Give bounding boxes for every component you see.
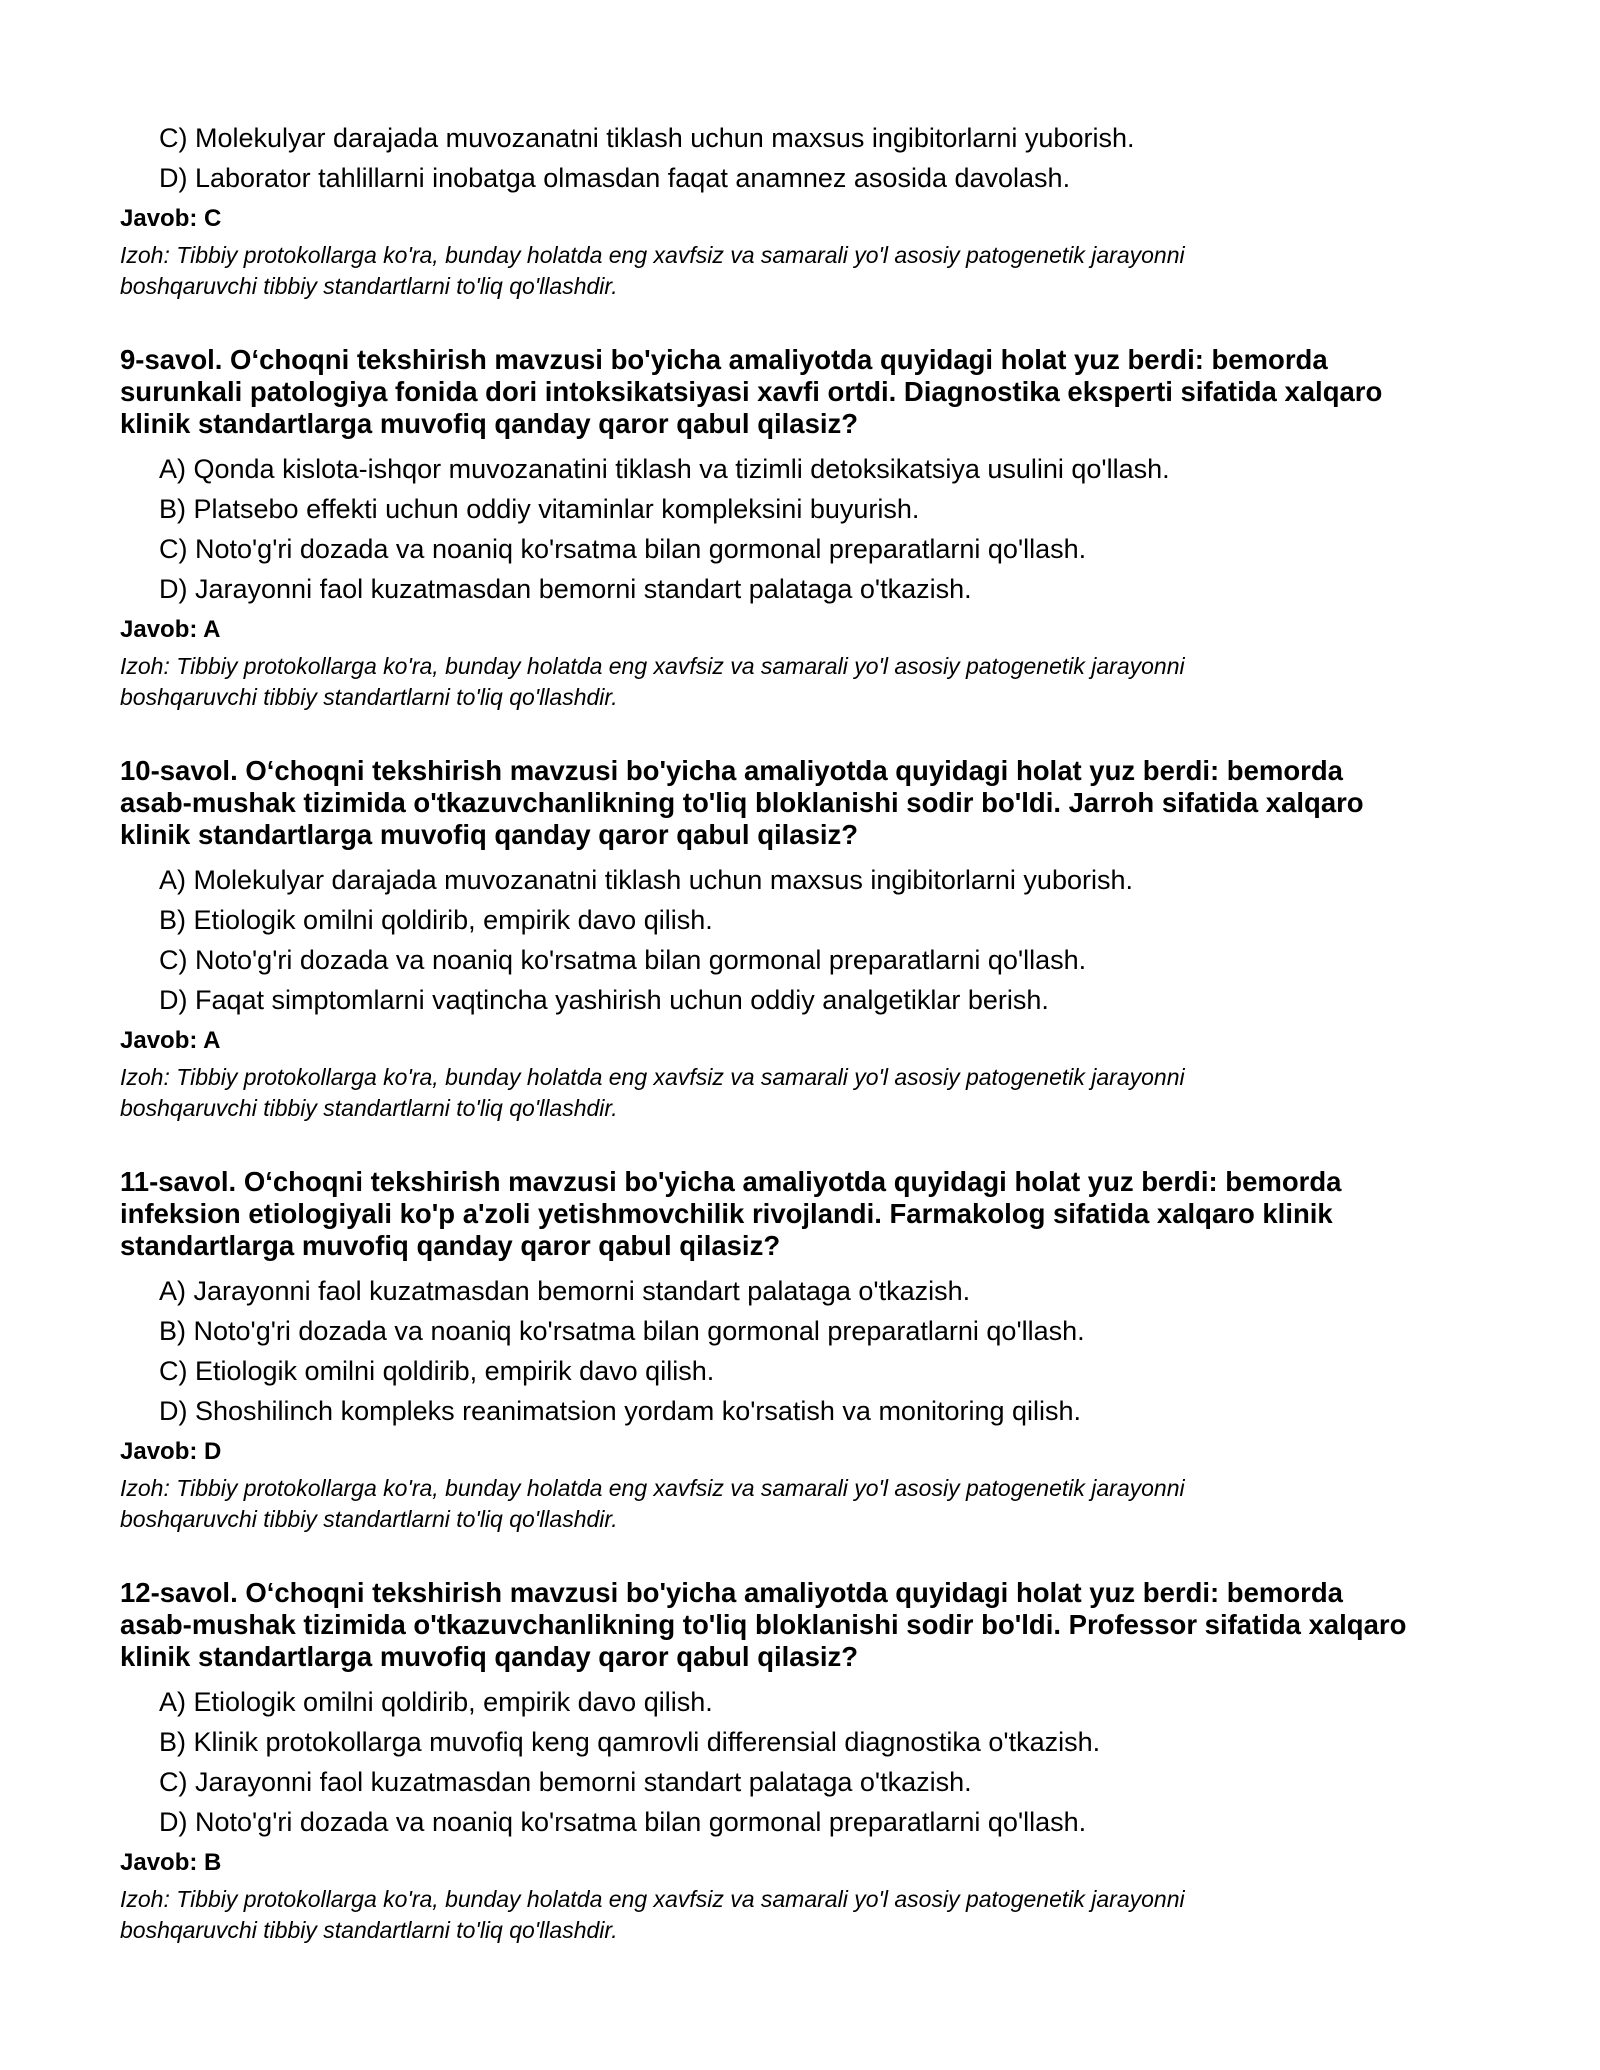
answer-label: Javob: A — [120, 616, 221, 643]
option-c: C) Noto'g'ri dozada va noaniq ko'rsatma bilan gormonal preparatlarni qo'llash. — [159, 534, 1087, 564]
title-line: klinik standartlarga muvofiq qanday qaror qabul qilasiz? — [120, 1641, 859, 1672]
options-list — [120, 1682, 1480, 1842]
option-d: D) Faqat simptomlarni vaqtincha yashirish uchun oddiy analgetiklar berish. — [159, 985, 1049, 1015]
answer-label: Javob: C — [120, 205, 222, 232]
answer-label: Javob: B — [120, 1849, 222, 1876]
note-line: Izoh: Tibbiy protokollarga ko'ra, bunday holatda eng xavfsiz va samarali yo'l asosiy patogenetik jarayonni — [120, 653, 1185, 679]
title-line: klinik standartlarga muvofiq qanday qaror qabul qilasiz? — [120, 819, 859, 850]
title-line: 11-savol. O‘choqni tekshirish mavzusi bo'yicha amaliyotda quyidagi holat yuz berdi: bemorda — [120, 1166, 1342, 1197]
note-line: Izoh: Tibbiy protokollarga ko'ra, bunday holatda eng xavfsiz va samarali yo'l asosiy patogenetik jarayonni — [120, 1475, 1185, 1501]
note-line: boshqaruvchi tibbiy standartlarni to'liq qo'llashdir. — [120, 1506, 618, 1532]
title-line: 12-savol. O‘choqni tekshirish mavzusi bo'yicha amaliyotda quyidagi holat yuz berdi: bemorda — [120, 1577, 1343, 1608]
question-9 — [120, 344, 1480, 713]
note-line: boshqaruvchi tibbiy standartlarni to'liq qo'llashdir. — [120, 684, 618, 710]
option-a: A) Molekulyar darajada muvozanatni tiklash uchun maxsus ingibitorlarni yuborish. — [159, 865, 1133, 895]
explanation-note — [120, 651, 1480, 713]
explanation-note — [120, 1062, 1480, 1124]
question-title — [120, 755, 1480, 851]
option-d: D) Shoshilinch kompleks reanimatsion yordam ko'rsatish va monitoring qilish. — [159, 1396, 1082, 1426]
explanation-note — [120, 1884, 1480, 1946]
option-b: B) Noto'g'ri dozada va noaniq ko'rsatma bilan gormonal preparatlarni qo'llash. — [159, 1316, 1085, 1346]
question-12 — [120, 1577, 1480, 1946]
option-c: C) Molekulyar darajada muvozanatni tiklash uchun maxsus ingibitorlarni yuborish. — [159, 123, 1135, 153]
document-page — [120, 118, 1480, 1988]
option-a: A) Qonda kislota-ishqor muvozanatini tiklash va tizimli detoksikatsiya usulini qo'llash. — [159, 454, 1170, 484]
question-11 — [120, 1166, 1480, 1535]
title-line: 10-savol. O‘choqni tekshirish mavzusi bo'yicha amaliyotda quyidagi holat yuz berdi: bemorda — [120, 755, 1343, 786]
note-line: boshqaruvchi tibbiy standartlarni to'liq qo'llashdir. — [120, 1917, 618, 1943]
question-title — [120, 1577, 1480, 1673]
title-line: asab-mushak tizimida o'tkazuvchanlikning to'liq bloklanishi sodir bo'ldi. Jarroh sifatida xalqaro — [120, 787, 1364, 818]
option-c: C) Noto'g'ri dozada va noaniq ko'rsatma bilan gormonal preparatlarni qo'llash. — [159, 945, 1087, 975]
question-8-tail — [120, 118, 1480, 302]
title-line: surunkali patologiya fonida dori intoksikatsiyasi xavfi ortdi. Diagnostika eksperti sifatida xalqaro — [120, 376, 1383, 407]
option-a: A) Etiologik omilni qoldirib, empirik davo qilish. — [159, 1687, 713, 1717]
explanation-note — [120, 1473, 1480, 1535]
title-line: infeksion etiologiyali ko'p a'zoli yetishmovchilik rivojlandi. Farmakolog sifatida xalqaro klinik — [120, 1198, 1333, 1229]
option-d: D) Laborator tahlillarni inobatga olmasdan faqat anamnez asosida davolash. — [159, 163, 1071, 193]
title-line: asab-mushak tizimida o'tkazuvchanlikning to'liq bloklanishi sodir bo'ldi. Professor sifatida xalqaro — [120, 1609, 1407, 1640]
title-line: standartlarga muvofiq qanday qaror qabul qilasiz? — [120, 1230, 781, 1261]
question-title — [120, 344, 1480, 440]
note-line: Izoh: Tibbiy protokollarga ko'ra, bunday holatda eng xavfsiz va samarali yo'l asosiy patogenetik jarayonni — [120, 242, 1185, 268]
note-line: boshqaruvchi tibbiy standartlarni to'liq qo'llashdir. — [120, 1095, 618, 1121]
title-line: klinik standartlarga muvofiq qanday qaror qabul qilasiz? — [120, 408, 859, 439]
option-d: D) Noto'g'ri dozada va noaniq ko'rsatma bilan gormonal preparatlarni qo'llash. — [159, 1807, 1087, 1837]
answer-label: Javob: D — [120, 1438, 222, 1465]
option-c: C) Jarayonni faol kuzatmasdan bemorni standart palataga o'tkazish. — [159, 1767, 972, 1797]
question-title — [120, 1166, 1480, 1262]
option-b: B) Etiologik omilni qoldirib, empirik davo qilish. — [159, 905, 713, 935]
answer-label: Javob: A — [120, 1027, 221, 1054]
option-b: B) Platsebo effekti uchun oddiy vitaminlar kompleksini buyurish. — [159, 494, 920, 524]
options-list — [120, 449, 1480, 609]
title-line: 9-savol. O‘choqni tekshirish mavzusi bo'yicha amaliyotda quyidagi holat yuz berdi: bemorda — [120, 344, 1328, 375]
options-list — [120, 860, 1480, 1020]
note-line: Izoh: Tibbiy protokollarga ko'ra, bunday holatda eng xavfsiz va samarali yo'l asosiy patogenetik jarayonni — [120, 1064, 1185, 1090]
option-c: C) Etiologik omilni qoldirib, empirik davo qilish. — [159, 1356, 715, 1386]
note-line: boshqaruvchi tibbiy standartlarni to'liq qo'llashdir. — [120, 273, 618, 299]
option-d: D) Jarayonni faol kuzatmasdan bemorni standart palataga o'tkazish. — [159, 574, 972, 604]
note-line: Izoh: Tibbiy protokollarga ko'ra, bunday holatda eng xavfsiz va samarali yo'l asosiy patogenetik jarayonni — [120, 1886, 1185, 1912]
option-a: A) Jarayonni faol kuzatmasdan bemorni standart palataga o'tkazish. — [159, 1276, 971, 1306]
options-list — [120, 1271, 1480, 1431]
explanation-note — [120, 240, 1480, 302]
question-10 — [120, 755, 1480, 1124]
option-b: B) Klinik protokollarga muvofiq keng qamrovli differensial diagnostika o'tkazish. — [159, 1727, 1101, 1757]
